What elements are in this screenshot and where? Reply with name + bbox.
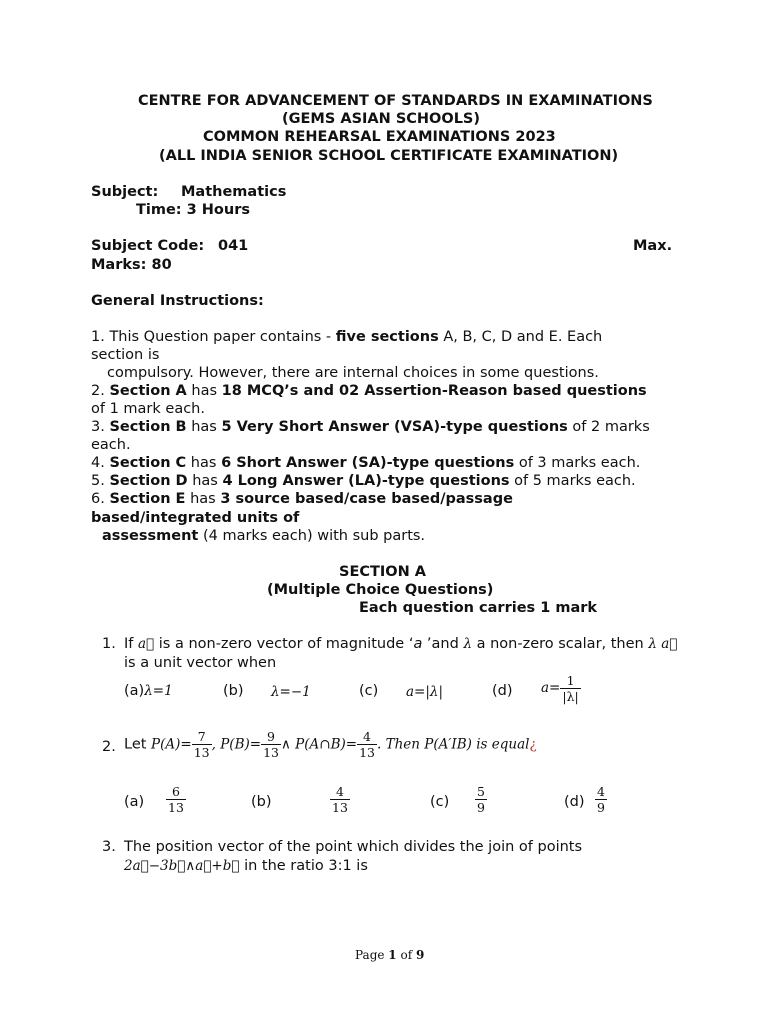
page-number: Page 1 of 9 [355,948,425,962]
q2-option-a: $\frac{6}{13}$ [168,784,184,815]
q1-option-c-label: (c) [359,683,379,699]
school-name: (GEMS ASIAN SCHOOLS) [282,111,481,127]
instruction-2-cont: of 1 mark each. [91,401,205,417]
exam-name: COMMON REHEARSAL EXAMINATIONS 2023 [203,129,556,145]
q1-text: If a⃗ is a non-zero vector of magnitude ‘a ’and λ a non-zero scalar, then λ a⃗ [124,636,678,652]
q2-option-b: $\frac{4}{13}$ [332,784,348,815]
subject-value: Mathematics [181,184,287,200]
subject-label: Subject: [91,184,159,200]
q3-text: The position vector of the point which divides the join of points [124,839,583,855]
q2-option-b-label: (b) [251,794,272,810]
q2-option-c: $\frac{5}{9}$ [477,784,485,815]
q1-option-c: a=|λ| [406,684,444,700]
q1-option-d: a= $\frac{1}{|\lambda|}$ [541,673,579,704]
instruction-3: 3. Section B has 5 Very Short Answer (VSA)-type questions of 2 marks [91,419,650,435]
q1-text-cont: is a unit vector when [124,655,277,671]
certificate-name: (ALL INDIA SENIOR SCHOOL CERTIFICATE EXAMINATION) [159,148,619,164]
subject-code-value: 041 [218,238,249,254]
instruction-6-cont2: assessment (4 marks each) with sub parts. [102,528,426,544]
instructions-title: General Instructions: [91,293,264,309]
instruction-3-cont: each. [91,437,131,453]
instruction-1-cont: section is [91,347,160,363]
instruction-4: 4. Section C has 6 Short Answer (SA)-type questions of 3 marks each. [91,455,641,471]
instruction-1-cont2: compulsory. However, there are internal choices in some questions. [107,365,599,381]
instruction-5: 5. Section D has 4 Long Answer (LA)-type questions of 5 marks each. [91,473,636,489]
section-subtitle: (Multiple Choice Questions) [267,582,494,598]
q1-option-d-label: (d) [492,683,513,699]
q3-number: 3. [102,839,116,855]
instruction-2: 2. Section A has 18 MCQ’s and 02 Assertion-Reason based questions [91,383,647,399]
q3-text-cont: 2a⃗−3b⃗∧a⃗+b⃗ in the ratio 3:1 is [124,858,368,874]
q1-number: 1. [102,636,116,652]
q1-option-b-label: (b) [223,683,244,699]
instruction-6: 6. Section E has 3 source based/case based/passage [91,491,513,507]
time-allowed: Time: 3 Hours [136,202,250,218]
subject-code-label: Subject Code: [91,238,205,254]
q2-option-c-label: (c) [430,794,450,810]
max-label: Max. [633,238,673,254]
exam-board-title: CENTRE FOR ADVANCEMENT OF STANDARDS IN EXAMINATIONS [138,93,653,109]
q2-option-d: $\frac{4}{9}$ [597,784,605,815]
q1-option-b: λ=−1 [271,684,311,700]
q2-number: 2. [102,739,116,755]
q2-option-d-label: (d) [564,794,585,810]
section-title: SECTION A [339,564,427,580]
instruction-6-cont: based/integrated units of [91,510,300,526]
instruction-1: 1. This Question paper contains - five sections A, B, C, D and E. Each [91,329,603,345]
q2-option-a-label: (a) [124,794,145,810]
q2-text: Let P(A)= $\frac{7}{13}$ , P(B)= $\frac{9}{13}$ ∧ P(A∩B)= $\frac{4}{13}$ . Then P(A′IB) is equal¿ [124,729,537,760]
section-marks-note: Each question carries 1 mark [359,600,598,616]
q1-option-a: (a)λ=1 [124,683,173,699]
max-marks: Marks: 80 [91,257,172,273]
